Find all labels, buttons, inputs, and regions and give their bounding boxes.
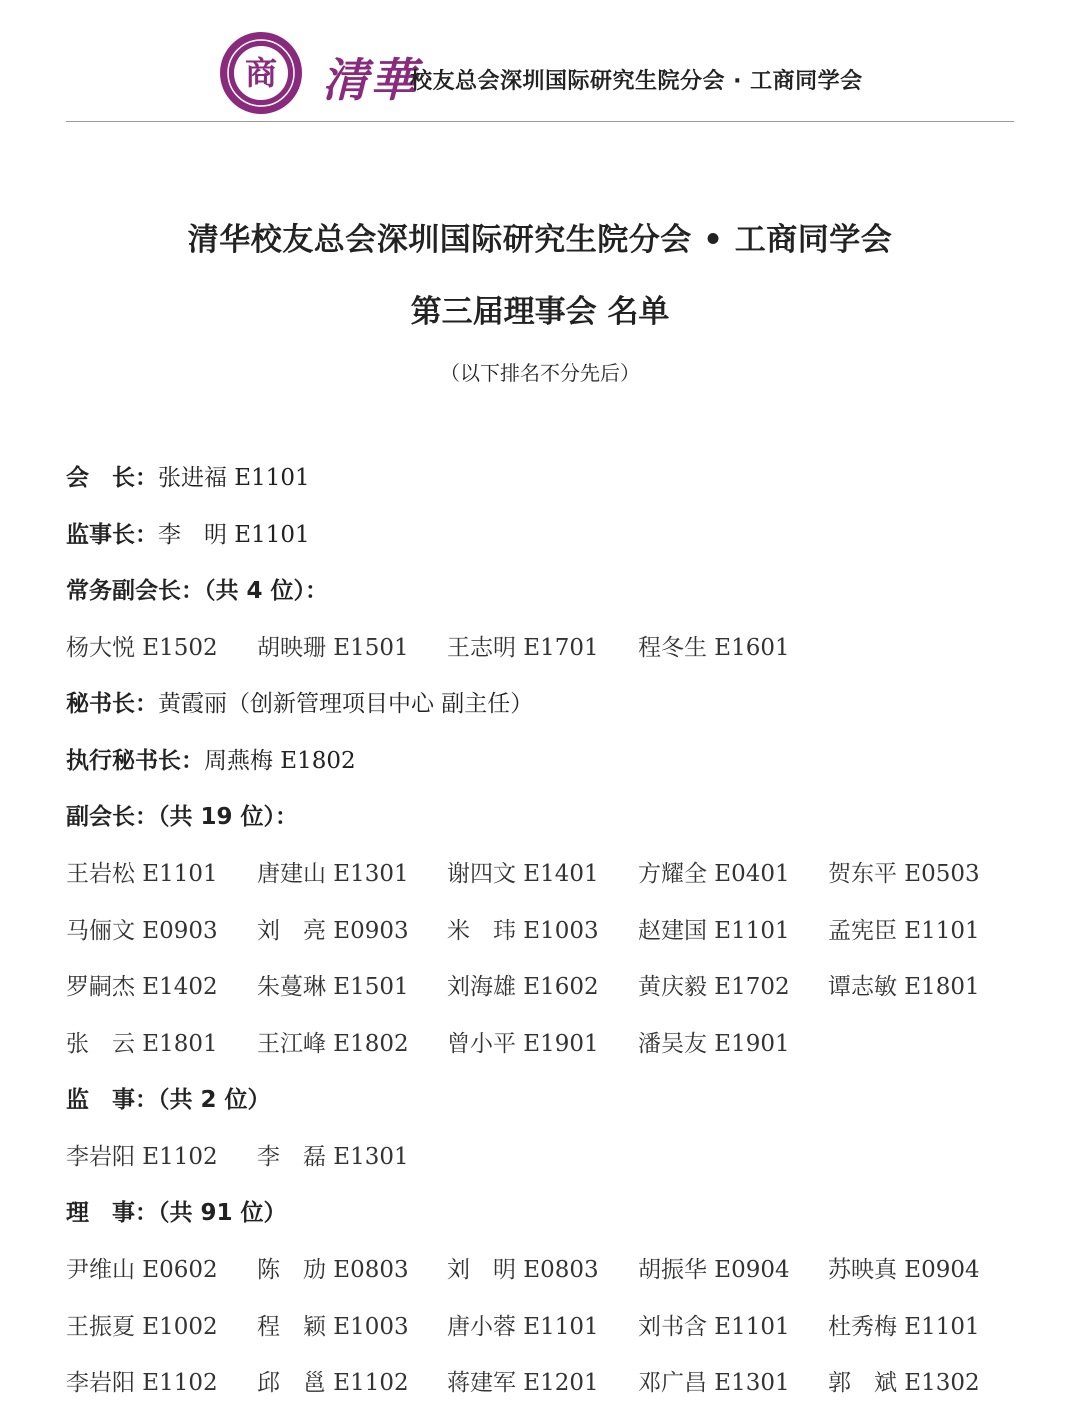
member-entry: 王岩松 E1101 xyxy=(66,861,218,887)
association-logo xyxy=(218,30,304,116)
vp-label: 副会长：（共 19 位）： xyxy=(66,804,299,830)
secretary-general-value: 黄霞丽（创新管理项目中心 副主任） xyxy=(158,691,534,717)
member-entry: 方耀全 E0401 xyxy=(638,861,790,887)
chief-supervisor-row xyxy=(66,515,310,555)
letterhead-org-name: 校友总会深圳国际研究生院分会 · 工商同学会 xyxy=(410,69,863,94)
member-entry: 邱 邕 E1102 xyxy=(257,1370,409,1397)
member-entry: 杨大悦 E1502 xyxy=(66,635,218,661)
member-entry: 程冬生 E1601 xyxy=(638,635,790,661)
page-title: 清华校友总会深圳国际研究生院分会 • 工商同学会 xyxy=(187,222,893,258)
member-entry: 张 云 E1801 xyxy=(66,1030,218,1057)
member-entry: 曾小平 E1901 xyxy=(447,1030,599,1057)
page-subtitle: 第三届理事会 名单 xyxy=(410,294,670,330)
member-entry: 刘 亮 E0903 xyxy=(257,917,409,944)
directors-label: 理 事：（共 91 位） xyxy=(66,1200,287,1226)
chief-supervisor-value: 李 明 E1101 xyxy=(158,522,310,548)
member-entry: 苏映真 E0904 xyxy=(828,1257,980,1283)
supervisors-heading xyxy=(66,1080,271,1120)
exec-secretary-value: 周燕梅 E1802 xyxy=(204,748,356,774)
member-entry: 程 颖 E1003 xyxy=(257,1313,409,1340)
order-note: （以下排名不分先后） xyxy=(440,361,640,385)
member-entry: 黄庆毅 E1702 xyxy=(638,974,790,1001)
member-entry: 胡振华 E0904 xyxy=(638,1257,790,1283)
member-entry: 罗嗣杰 E1402 xyxy=(66,974,218,1001)
member-entry: 尹维山 E0602 xyxy=(66,1257,218,1283)
president-row xyxy=(66,458,310,498)
member-entry: 赵建国 E1101 xyxy=(638,917,790,944)
exec-secretary-row xyxy=(66,741,356,781)
supervisors-label: 监 事：（共 2 位） xyxy=(66,1087,271,1113)
calligraphy-mark: 清華 xyxy=(322,53,418,107)
exec-secretary-label: 执行秘书长： xyxy=(66,748,204,774)
member-entry: 郭 斌 E1302 xyxy=(828,1370,980,1397)
exec-vp-heading xyxy=(66,571,328,611)
member-entry: 蒋建军 E1201 xyxy=(447,1370,599,1397)
secretary-general-label: 秘书长： xyxy=(66,691,158,717)
secretary-general-row xyxy=(66,684,533,724)
letterhead xyxy=(0,0,1080,124)
header-divider xyxy=(66,121,1014,122)
member-entry: 刘 明 E0803 xyxy=(447,1257,599,1283)
member-entry: 王志明 E1701 xyxy=(447,635,599,661)
member-entry: 邓广昌 E1301 xyxy=(638,1370,790,1397)
member-entry: 马俪文 E0903 xyxy=(66,917,218,944)
chief-supervisor-label: 监事长： xyxy=(66,522,158,548)
member-entry: 谢四文 E1401 xyxy=(447,861,599,887)
member-entry: 刘海雄 E1602 xyxy=(447,974,599,1001)
member-entry: 潘吴友 E1901 xyxy=(638,1030,790,1057)
member-entry: 谭志敏 E1801 xyxy=(828,974,980,1001)
member-entry: 李岩阳 E1102 xyxy=(66,1144,218,1170)
member-entry: 李 磊 E1301 xyxy=(257,1144,409,1170)
member-entry: 李岩阳 E1102 xyxy=(66,1370,218,1397)
vp-heading xyxy=(66,797,298,837)
member-entry: 朱蔓琳 E1501 xyxy=(257,974,409,1001)
president-label: 会 长： xyxy=(66,465,158,491)
member-entry: 王振夏 E1002 xyxy=(66,1313,218,1340)
member-entry: 唐建山 E1301 xyxy=(257,861,409,887)
member-entry: 唐小蓉 E1101 xyxy=(447,1313,599,1340)
logo-glyph: 商 xyxy=(244,54,278,92)
member-entry: 陈 劢 E0803 xyxy=(257,1257,409,1283)
member-entry: 王江峰 E1802 xyxy=(257,1030,409,1057)
member-entry: 贺东平 E0503 xyxy=(828,861,980,887)
exec-vp-label: 常务副会长：（共 4 位）： xyxy=(66,578,329,604)
member-entry: 刘书含 E1101 xyxy=(638,1313,790,1340)
member-entry: 胡映珊 E1501 xyxy=(257,635,409,661)
directors-heading xyxy=(66,1193,287,1233)
member-entry: 杜秀梅 E1101 xyxy=(828,1313,980,1340)
member-entry: 孟宪臣 E1101 xyxy=(828,917,980,944)
president-value: 张进福 E1101 xyxy=(158,465,310,491)
member-entry: 米 玮 E1003 xyxy=(447,917,599,944)
